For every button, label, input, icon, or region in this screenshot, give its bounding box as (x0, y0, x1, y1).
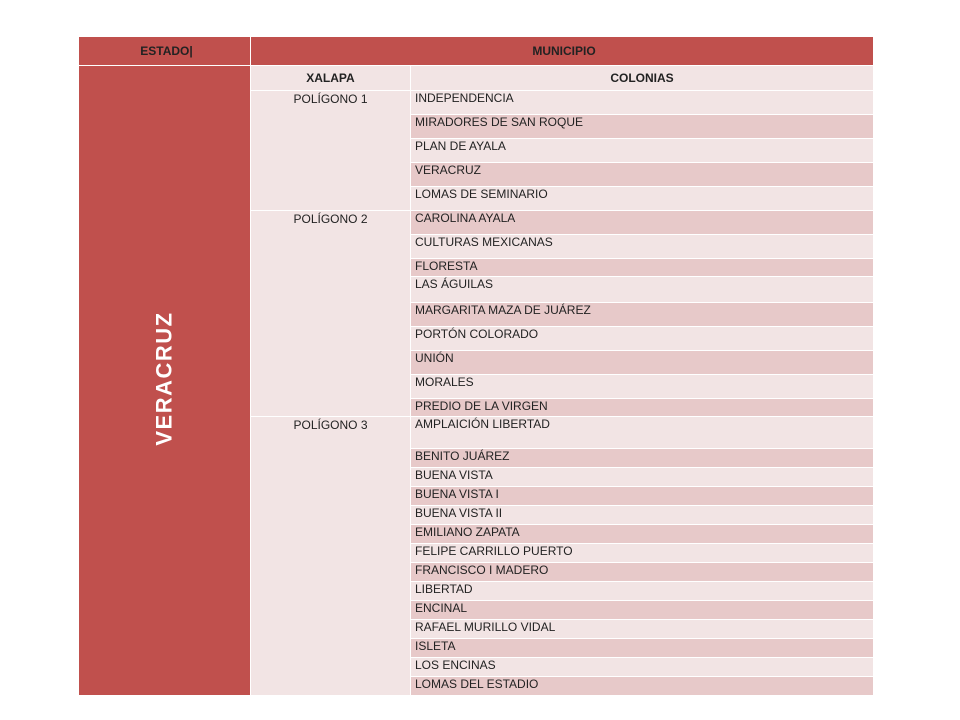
colonia-cell: CAROLINA AYALA (411, 211, 874, 235)
estado-cell (79, 66, 251, 696)
colonia-cell: BUENA VISTA (411, 468, 874, 487)
colonias-table (78, 36, 874, 696)
colonia-cell: CULTURAS MEXICANAS (411, 235, 874, 259)
poligono-3: POLÍGONO 3 (251, 417, 411, 696)
colonia-cell: RAFAEL MURILLO VIDAL (411, 620, 874, 639)
colonia-cell: PORTÓN COLORADO (411, 327, 874, 351)
colonia-cell: UNIÓN (411, 351, 874, 375)
colonia-cell: LAS ÁGUILAS (411, 277, 874, 303)
colonia-cell: LOS ENCINAS (411, 658, 874, 677)
colonia-cell: AMPLAICIÓN LIBERTAD (411, 417, 874, 449)
colonias-header: COLONIAS (411, 66, 874, 91)
colonia-cell: MIRADORES DE SAN ROQUE (411, 115, 874, 139)
poligono-2: POLÍGONO 2 (251, 211, 411, 417)
colonia-cell: ENCINAL (411, 601, 874, 620)
municipio-name: XALAPA (251, 66, 411, 91)
colonia-cell: INDEPENDENCIA (411, 91, 874, 115)
colonia-cell: FLORESTA (411, 259, 874, 277)
estado-name: VERACRUZ (151, 311, 177, 446)
header-row (79, 37, 874, 66)
colonia-cell: LIBERTAD (411, 582, 874, 601)
colonia-cell: ISLETA (411, 639, 874, 658)
colonia-cell: EMILIANO ZAPATA (411, 525, 874, 544)
colonia-cell: FRANCISCO I MADERO (411, 563, 874, 582)
colonia-cell: MARGARITA MAZA DE JUÁREZ (411, 303, 874, 327)
colonia-cell: MORALES (411, 375, 874, 399)
colonia-cell: BUENA VISTA II (411, 506, 874, 525)
colonia-cell: PREDIO DE LA VIRGEN (411, 399, 874, 417)
poligono-1: POLÍGONO 1 (251, 91, 411, 211)
header-estado: ESTADO| (79, 37, 251, 66)
header-municipio: MUNICIPIO (251, 37, 874, 66)
colonia-cell: VERACRUZ (411, 163, 874, 187)
municipio-row (79, 66, 874, 91)
colonia-cell: BUENA VISTA I (411, 487, 874, 506)
table-body (79, 37, 874, 696)
colonia-cell: FELIPE CARRILLO PUERTO (411, 544, 874, 563)
colonia-cell: BENITO JUÁREZ (411, 449, 874, 468)
colonia-cell: LOMAS DEL ESTADIO (411, 677, 874, 696)
colonia-cell: LOMAS DE SEMINARIO (411, 187, 874, 211)
colonia-cell: PLAN DE AYALA (411, 139, 874, 163)
